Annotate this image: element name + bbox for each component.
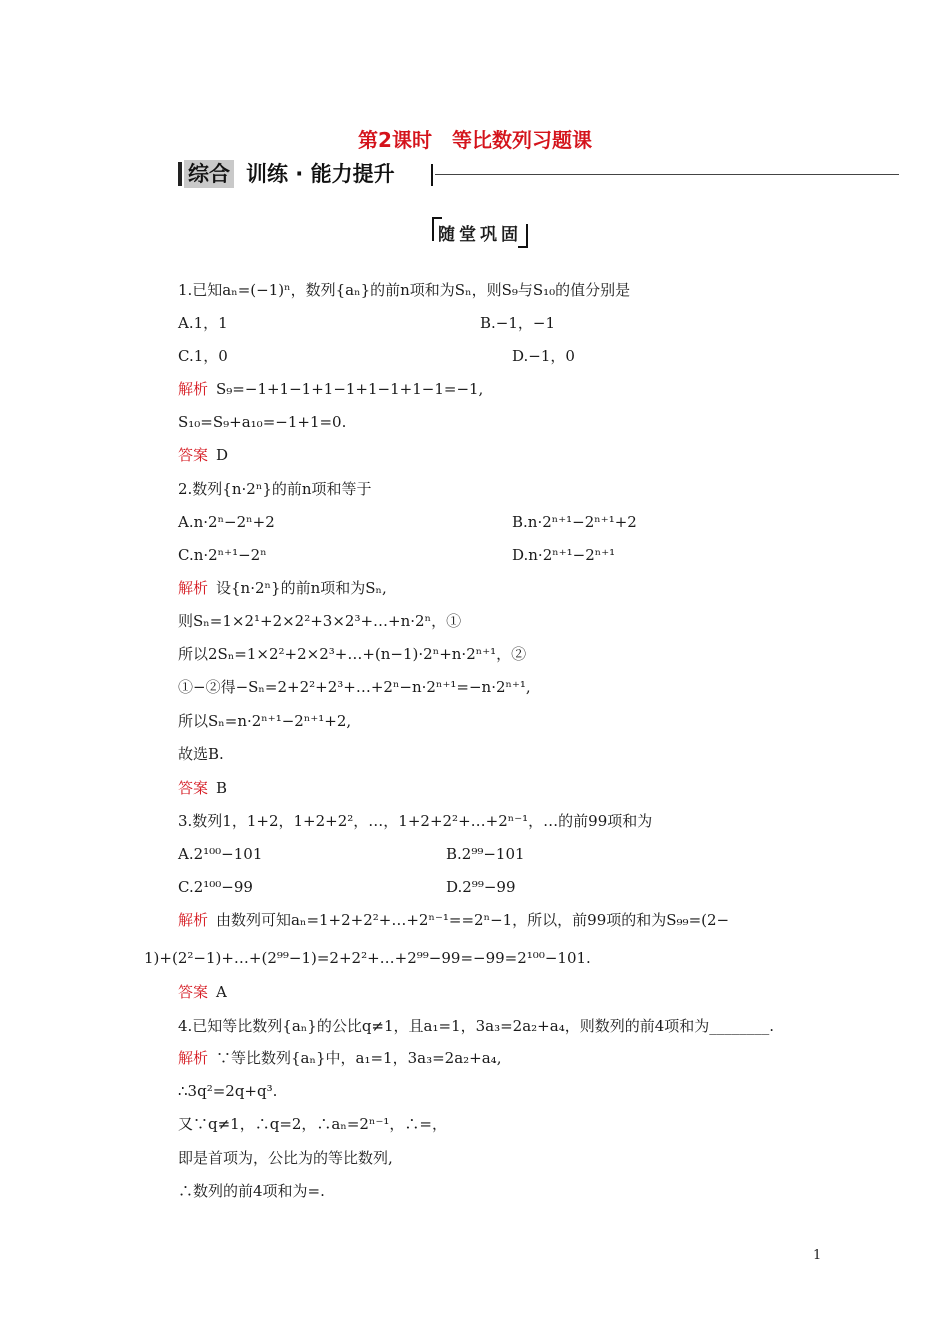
analysis-4-line3: 又∵q≠1，∴q=2，∴aₙ=2ⁿ⁻¹，∴=， xyxy=(178,1115,447,1133)
analysis-label: 解析 xyxy=(178,911,209,929)
option-2b: B.n·2ⁿ⁺¹−2ⁿ⁺¹+2 xyxy=(512,513,637,531)
section-heading: 随堂巩固 xyxy=(434,220,526,245)
analysis-label: 解析 xyxy=(178,380,209,398)
analysis-2-line4: ①−②得−Sₙ=2+2²+2³+…+2ⁿ−n·2ⁿ⁺¹=−n·2ⁿ⁺¹, xyxy=(178,678,531,696)
analysis-4-line5: ∴数列的前4项和为=. xyxy=(178,1182,325,1200)
answer-label: 答案 xyxy=(178,446,209,464)
question-3: 3.数列1，1+2，1+2+2²，…，1+2+2²+…+2ⁿ⁻¹，…的前99项和为 xyxy=(178,812,653,830)
analysis-2-line2: 则Sₙ=1×2¹+2×2²+3×2³+…+n·2ⁿ，① xyxy=(178,612,462,630)
analysis-4-line4: 即是首项为，公比为的等比数列, xyxy=(178,1149,393,1167)
answer-2-value: B xyxy=(216,779,228,797)
banner-highlight: 综合 xyxy=(184,160,234,188)
banner-text: 训练 · 能力提升 xyxy=(246,162,395,186)
banner-bar xyxy=(178,162,182,186)
answer-1 xyxy=(178,444,228,466)
analysis-2-line5: 所以Sₙ=n·2ⁿ⁺¹−2ⁿ⁺¹+2, xyxy=(178,712,352,730)
option-3d: D.2⁹⁹−99 xyxy=(446,878,516,896)
answer-2 xyxy=(178,777,227,799)
analysis-label: 解析 xyxy=(178,1049,209,1067)
banner-divider xyxy=(431,164,433,186)
option-2d: D.n·2ⁿ⁺¹−2ⁿ⁺¹ xyxy=(512,546,616,564)
question-1: 1.已知aₙ=(−1)ⁿ，数列{aₙ}的前n项和为Sₙ，则S₉与S₁₀的值分别是 xyxy=(178,281,631,299)
answer-label: 答案 xyxy=(178,983,209,1001)
analysis-2 xyxy=(178,577,387,599)
analysis-4-text: ∵等比数列{aₙ}中，a₁=1，3a₃=2a₂+a₄, xyxy=(216,1049,502,1067)
option-2c: C.n·2ⁿ⁺¹−2ⁿ xyxy=(178,546,267,564)
analysis-label: 解析 xyxy=(178,579,209,597)
page-number: 1 xyxy=(813,1248,822,1263)
analysis-3-line2: 1)+(2²−1)+…+(2⁹⁹−1)=2+2²+…+2⁹⁹−99=−99=2¹⁰⁰−101. xyxy=(144,949,591,967)
option-3a: A.2¹⁰⁰−101 xyxy=(178,845,263,863)
answer-3-value: A xyxy=(216,983,227,1001)
question-4: 4.已知等比数列{aₙ}的公比q≠1，且a₁=1，3a₃=2a₂+a₄，则数列的前4项和为________. xyxy=(178,1017,775,1035)
analysis-1-text: S₉=−1+1−1+1−1+1−1+1−1=−1, xyxy=(216,380,484,398)
analysis-4 xyxy=(178,1047,501,1069)
option-1c: C.1，0 xyxy=(178,347,228,365)
option-1b: B.−1，−1 xyxy=(480,314,556,332)
analysis-3 xyxy=(178,909,729,931)
analysis-1 xyxy=(178,378,483,400)
page-title: 第2课时 等比数列习题课 xyxy=(358,128,592,152)
option-1d: D.−1，0 xyxy=(512,347,575,365)
analysis-4-line2: ∴3q²=2q+q³. xyxy=(178,1082,278,1100)
analysis-2-text: 设{n·2ⁿ}的前n项和为Sₙ, xyxy=(216,579,387,597)
option-1a: A.1，1 xyxy=(178,314,228,332)
answer-label: 答案 xyxy=(178,779,209,797)
analysis-3-text: 由数列可知aₙ=1+2+2²+…+2ⁿ⁻¹==2ⁿ−1，所以，前99项的和为S₉₉=(2− xyxy=(216,911,730,929)
option-3b: B.2⁹⁹−101 xyxy=(446,845,525,863)
analysis-2-line3: 所以2Sₙ=1×2²+2×2³+…+(n−1)·2ⁿ+n·2ⁿ⁺¹，② xyxy=(178,645,527,663)
question-2: 2.数列{n·2ⁿ}的前n项和等于 xyxy=(178,480,372,498)
option-2a: A.n·2ⁿ−2ⁿ+2 xyxy=(178,513,275,531)
answer-1-value: D xyxy=(216,446,229,464)
banner-rule xyxy=(435,174,899,175)
option-3c: C.2¹⁰⁰−99 xyxy=(178,878,253,896)
analysis-1-line2: S₁₀=S₉+a₁₀=−1+1=0. xyxy=(178,413,347,431)
answer-3 xyxy=(178,981,227,1003)
analysis-2-line6: 故选B. xyxy=(178,745,224,763)
